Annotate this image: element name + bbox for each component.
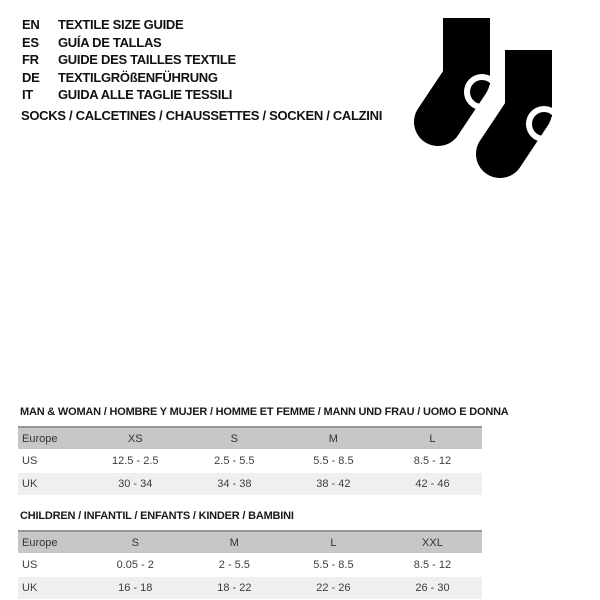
table-cell: 8.5 - 12 — [413, 455, 452, 467]
column-header: Europe — [22, 432, 58, 445]
table-cell: 18 - 22 — [217, 582, 252, 594]
category-title: SOCKS / CALCETINES / CHAUSSETTES / SOCKEN / CALZINI — [21, 108, 383, 123]
table-cell: 2.5 - 5.5 — [214, 455, 255, 467]
language-row — [22, 16, 236, 34]
language-row — [22, 69, 236, 87]
language-row — [22, 51, 236, 69]
language-label: TEXTILE SIZE GUIDE — [58, 17, 184, 33]
language-row — [22, 86, 236, 104]
language-code: EN — [22, 17, 40, 33]
sock-right — [498, 43, 559, 154]
language-label: TEXTILGRÖßENFÜHRUNG — [58, 69, 218, 85]
table-cell: 5.5 - 8.5 — [313, 559, 354, 571]
table-cell: 26 - 30 — [415, 582, 450, 594]
table-cell: 12.5 - 2.5 — [112, 455, 159, 467]
table-title: MAN & WOMAN / HOMBRE Y MUJER / HOMME ET FEMME / MANN UND FRAU / UOMO E DONNA — [20, 406, 509, 418]
column-header: M — [328, 432, 338, 445]
table-cell: 34 - 38 — [217, 478, 252, 490]
language-label: GUIDE DES TAILLES TEXTILE — [58, 52, 236, 68]
column-header: L — [429, 432, 436, 445]
table-row — [18, 576, 482, 599]
language-code: FR — [22, 52, 39, 68]
row-label: US — [22, 559, 38, 571]
column-header: XXL — [422, 536, 443, 549]
size-table-man-woman — [18, 406, 509, 495]
table-cell: 0.05 - 2 — [116, 559, 154, 571]
language-label: GUÍA DE TALLAS — [58, 34, 162, 50]
table-header-row — [18, 426, 482, 449]
table-cell: 22 - 26 — [316, 582, 351, 594]
table-title: CHILDREN / INFANTIL / ENFANTS / KINDER / BAMBINI — [20, 510, 294, 522]
language-code: IT — [22, 87, 33, 103]
language-code: ES — [22, 34, 39, 50]
table-cell: 38 - 42 — [316, 478, 351, 490]
table-cell: 16 - 18 — [118, 582, 153, 594]
table-row — [18, 449, 482, 472]
column-header: S — [230, 432, 238, 445]
size-table — [18, 426, 482, 495]
column-header: S — [131, 536, 139, 549]
language-legend — [22, 16, 236, 104]
size-table-children — [18, 510, 482, 599]
column-header: Europe — [22, 536, 58, 549]
table-cell: 42 - 46 — [415, 478, 450, 490]
sock-left — [438, 18, 497, 122]
language-label: GUIDA ALLE TAGLIE TESSILI — [58, 87, 233, 103]
language-code: DE — [22, 69, 40, 85]
row-label: US — [22, 455, 38, 467]
table-cell: 8.5 - 12 — [413, 559, 452, 571]
column-header: XS — [127, 432, 143, 445]
table-cell: 30 - 34 — [118, 478, 153, 490]
table-row — [18, 553, 482, 576]
table-row — [18, 472, 482, 495]
table-header-row — [18, 530, 482, 553]
row-label: UK — [22, 582, 38, 594]
table-cell: 2 - 5.5 — [218, 559, 250, 571]
table-cell: 5.5 - 8.5 — [313, 455, 354, 467]
socks-icon — [400, 0, 600, 200]
column-header: M — [229, 536, 239, 549]
column-header: L — [330, 536, 337, 549]
language-row — [22, 34, 236, 52]
row-label: UK — [22, 478, 38, 490]
size-table — [18, 530, 482, 599]
